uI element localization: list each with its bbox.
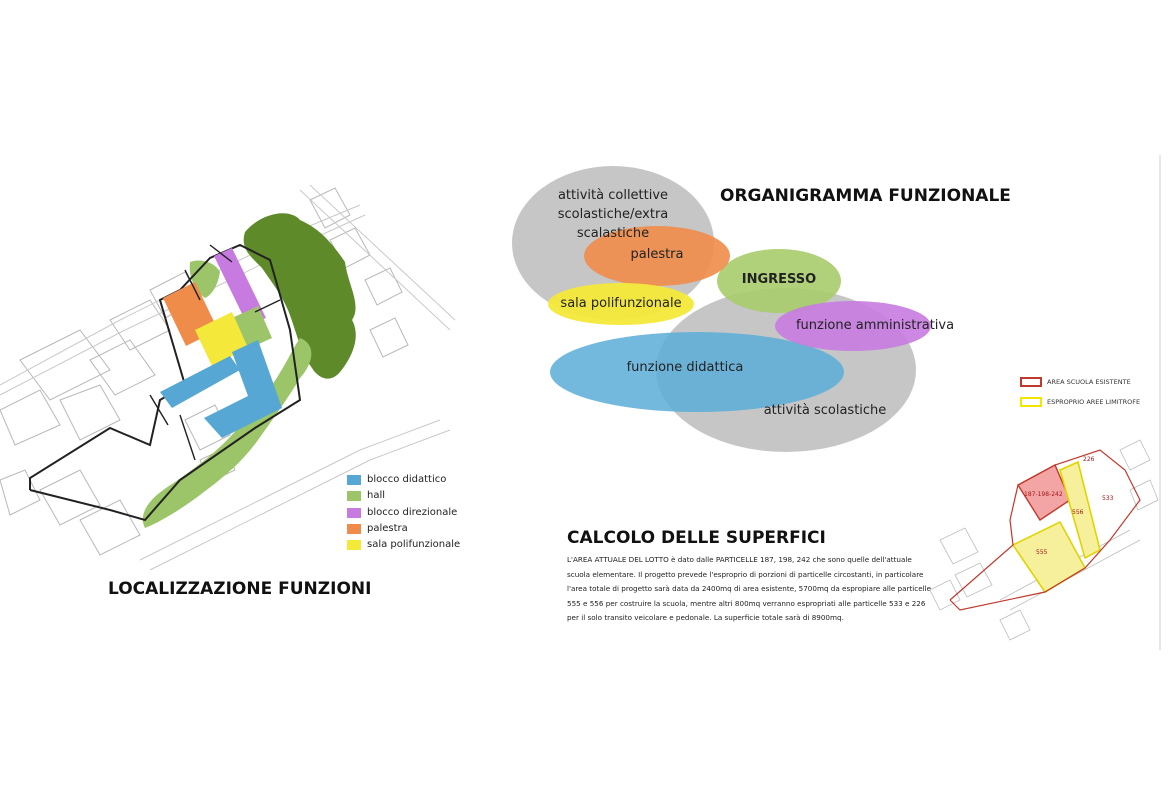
label-scolastiche: attività scolastiche (763, 403, 887, 418)
legend-label: sala polifunzionale (367, 539, 461, 550)
parcel-label: 226 (1083, 456, 1095, 463)
calcolo-line: L'AREA ATTUALE DEL LOTTO è dato dalle PARTICELLE 187, 198, 242 che sono quelle dell'attuale (567, 555, 912, 564)
legend-label: palestra (367, 523, 408, 534)
label-ingresso: INGRESSO (741, 272, 817, 287)
parcel-label: 187-198-242 (1024, 491, 1063, 498)
label-didattica: funzione didattica (626, 360, 744, 375)
calcolo-line: l'area totale di progetto sarà data da 2400mq di area esistente, 5700mq da espropiare alle particelle (567, 584, 932, 593)
parcel-label: 556 (1072, 509, 1084, 516)
legend-label: AREA SCUOLA ESISTENTE (1047, 378, 1131, 386)
calcolo-line: per il solo transito veicolare e pedonale. La superficie totale sarà di 8900mq. (567, 613, 844, 622)
calcolo-line: 555 e 556 per costruire la scuola, mentre altri 800mq verranno espropriati alle particelle 533 e 226 (567, 598, 926, 608)
calcolo-line: scuola elementare. Il progetto prevede l'esproprio di porzioni di particelle circostanti, in particolare (567, 569, 924, 579)
label-amministrativa: funzione amministrativa (795, 318, 955, 333)
label-palestra: palestra (630, 247, 684, 262)
localizzazione-title: LOCALIZZAZIONE FUNZIONI (108, 579, 372, 599)
legend-label: blocco direzionale (367, 507, 458, 518)
parcel-555 (1013, 522, 1085, 592)
label-collettive-1: attività collettive scolastiche/extra scalastiche (557, 188, 669, 241)
legend-label: ESPROPRIO AREE LIMITROFE (1047, 398, 1141, 406)
parcel-label: 555 (1036, 549, 1048, 556)
legend-label: blocco didattico (367, 474, 447, 485)
legend-label: hall (367, 490, 386, 501)
parcel-label: 533 (1102, 495, 1114, 502)
label-sala: sala polifunzionale (560, 296, 682, 311)
calcolo-title: CALCOLO DELLE SUPERFICI (567, 528, 826, 548)
organigramma-title: ORGANIGRAMMA FUNZIONALE (720, 186, 1011, 206)
